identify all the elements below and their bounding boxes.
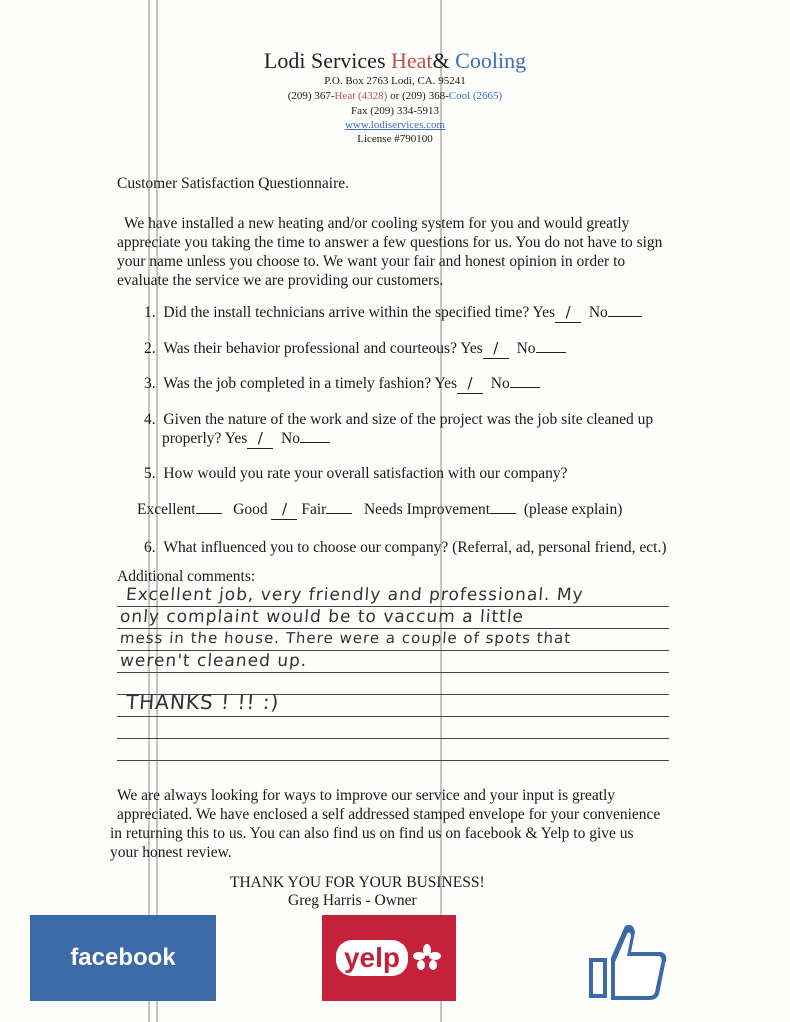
- comment-rule: [117, 760, 669, 761]
- comments-label: Additional comments:: [117, 568, 256, 585]
- yes-check-2[interactable]: /: [483, 339, 509, 359]
- question-4-cont: properly? Yes / No: [162, 429, 330, 449]
- no-blank-1[interactable]: [608, 316, 642, 317]
- thumbs-up-icon[interactable]: [585, 918, 671, 1004]
- website-link[interactable]: www.lodiservices.com: [344, 119, 446, 131]
- question-6: 6. What influenced you to choose our company? (Referral, ad, personal friend, ect.): [144, 539, 667, 556]
- closing-line: appreciated. We have enclosed a self addressed stamped envelope for your convenience: [117, 806, 661, 823]
- handwritten-comment: Excellent job, very friendly and professional. My: [125, 585, 585, 605]
- closing-line: We are always looking for ways to improve our service and your input is greatly: [117, 787, 616, 804]
- question-3: 3. Was the job completed in a timely fashion? Yes / No: [144, 374, 540, 394]
- no-blank-2[interactable]: [536, 352, 566, 353]
- yes-check-1[interactable]: /: [555, 303, 581, 323]
- questionnaire-heading: Customer Satisfaction Questionnaire.: [117, 175, 350, 192]
- yelp-burst-icon: [412, 943, 442, 973]
- handwritten-comment: weren't cleaned up.: [119, 651, 309, 671]
- rating-good-check[interactable]: /: [271, 500, 297, 520]
- intro-line: We have installed a new heating and/or cooling system for you and would greatly: [124, 215, 630, 232]
- handwritten-thanks: THANKS ! !! :): [125, 690, 281, 714]
- no-blank-4[interactable]: [300, 442, 330, 443]
- intro-line: evaluate the service we are providing our customers.: [117, 272, 444, 289]
- intro-line: your name unless you choose to. We want your fair and honest opinion in order to: [117, 253, 626, 270]
- question-5: 5. How would you rate your overall satisfaction with our company?: [144, 465, 568, 482]
- intro-line: appreciate you taking the time to answer a few questions for us. You do not have to sign: [117, 234, 663, 251]
- rating-excellent-blank[interactable]: [196, 513, 222, 514]
- signature: Greg Harris - Owner: [288, 892, 417, 909]
- closing-line: in returning this to us. You can also find us on find us on facebook & Yelp to give us: [110, 825, 634, 842]
- yes-check-3[interactable]: /: [457, 374, 483, 394]
- question-4: 4. Given the nature of the work and size of the project was the job site cleaned up: [144, 411, 654, 428]
- rating-fair-blank[interactable]: [326, 513, 352, 514]
- rating-row: Excellent Good / Fair Needs Improvement (please explain): [137, 500, 623, 518]
- closing-line: your honest review.: [110, 844, 232, 861]
- license: License #790100: [357, 133, 433, 145]
- facebook-logo[interactable]: facebook: [30, 915, 216, 1001]
- company-name: Lodi Services Heat& Cooling: [263, 48, 527, 73]
- comment-rule: [117, 738, 669, 739]
- yelp-logo[interactable]: yelp: [322, 915, 456, 1001]
- handwritten-comment: mess in the house. There were a couple of spots that: [119, 629, 572, 647]
- fax: Fax (209) 334-5913: [351, 105, 439, 117]
- rating-needs-blank[interactable]: [490, 513, 516, 514]
- handwritten-comment: only complaint would be to vaccum a little: [119, 607, 525, 627]
- phone-line: (209) 367-Heat (4328) or (209) 368-Cool (2665): [287, 90, 503, 102]
- comment-rule: [117, 672, 669, 673]
- thank-you: THANK YOU FOR YOUR BUSINESS!: [230, 874, 485, 891]
- question-1: 1. Did the install technicians arrive within the specified time? Yes / No: [144, 303, 642, 323]
- no-blank-3[interactable]: [510, 387, 540, 388]
- po-box: P.O. Box 2763 Lodi, CA. 95241: [324, 75, 466, 87]
- comment-rule: [117, 716, 669, 717]
- yes-check-4[interactable]: /: [247, 429, 273, 449]
- question-2: 2. Was their behavior professional and courteous? Yes / No: [144, 339, 566, 359]
